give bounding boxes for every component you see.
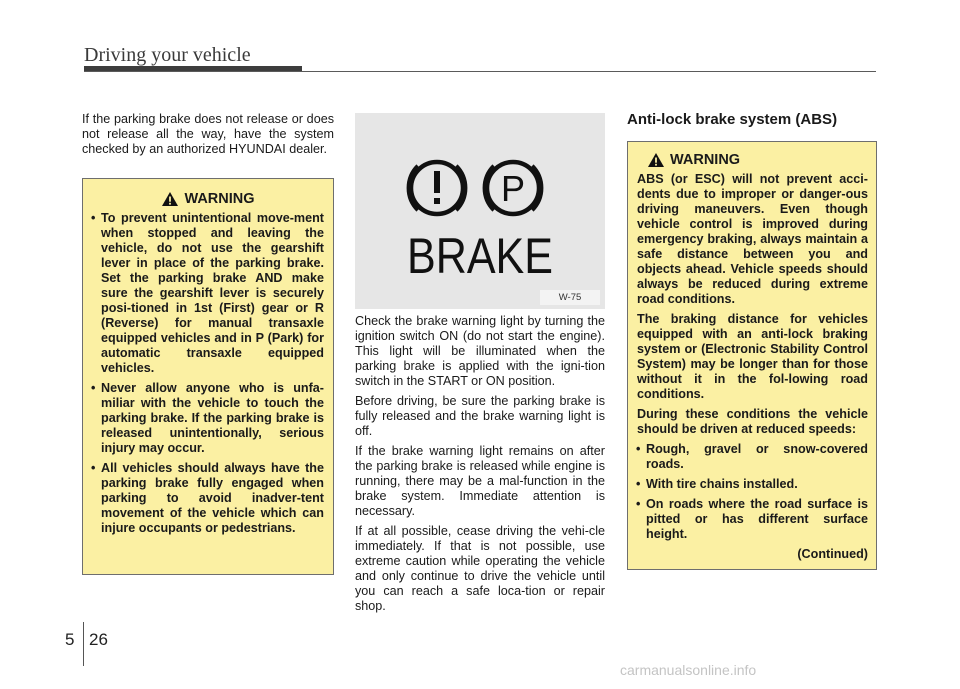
header-rule <box>84 71 876 72</box>
svg-text:P: P <box>500 168 526 209</box>
warning-item: • All vehicles should always have the parking brake fully engaged when parking to avoid inadver-tent movement of the vehicle which can injure occupants or pedestrians. <box>92 461 324 536</box>
warning-title: WARNING <box>184 191 255 207</box>
brake-lamp-illustration <box>355 113 605 309</box>
figure-label: W-75 <box>540 290 600 305</box>
warning-triangle-icon <box>161 191 179 207</box>
brake-warning-light-figure <box>355 113 605 309</box>
warning-list <box>637 442 868 542</box>
brake-light-text <box>355 314 605 619</box>
warning-heading <box>92 191 324 207</box>
page-number: 26 <box>89 630 108 649</box>
warning-heading <box>637 152 868 168</box>
warning-title: WARNING <box>670 152 741 168</box>
watermark: carmanualsonline.info <box>620 662 757 678</box>
page-header-title: Driving your vehicle <box>84 44 251 66</box>
body-paragraph: If the brake warning light remains on after the parking brake is released while engine is running, there may be a mal-function in the brake system. Immediate attention is necessary. <box>355 444 605 518</box>
parking-p-circle-icon <box>485 162 541 214</box>
body-paragraph: Before driving, be sure the parking brake is fully released and the brake warning light is off. <box>355 394 605 438</box>
warning-list <box>92 211 324 536</box>
warning-item: • To prevent unintentional move-ment when stopped and leaving the vehicle, do not use the gearshift lever in place of the parking brake. Set the parking brake AND make sure the gearshift lever is securely posi-tioned in 1st (First) gear or R (Reverse) for manual transaxle equipped vehicles and in P (Park) for automatic transaxle equipped vehicles. <box>92 211 324 376</box>
intro-paragraph: If the parking brake does not release or does not release all the way, have the system checked by an authorized HYUNDAI dealer. <box>82 112 334 156</box>
warning-paragraph: ABS (or ESC) will not prevent acci-dents due to improper or danger-ous driving maneuvers. Even though vehicle control is improved during emergency braking, always maintain a safe distance between you and objects ahead. Vehicle speeds should always be reduced during extreme road conditions. <box>637 172 868 306</box>
brake-lamp-text: BRAKE <box>407 228 553 284</box>
continued-label: (Continued) <box>797 547 868 561</box>
section-title: Anti-lock brake system (ABS) <box>627 111 838 128</box>
warning-paragraph: During these conditions the vehicle should be driven at reduced speeds: <box>637 407 868 436</box>
exclamation-circle-icon <box>409 162 465 214</box>
parking-brake-warning-box <box>82 178 334 575</box>
abs-warning-box <box>627 141 877 570</box>
body-paragraph: Check the brake warning light by turning the ignition switch ON (do not start the engine). This light will be illuminated when the parking brake is applied with the igni-tion switch in the START or ON position. <box>355 314 605 388</box>
warning-triangle-icon <box>647 152 665 168</box>
warning-paragraph: The braking distance for vehicles equipped with an anti-lock braking system or (Electronic Stability Control System) may be longer than for those without it in the fol-lowing road conditions. <box>637 312 868 401</box>
warning-item: • On roads where the road surface is pitted or has different surface height. <box>637 497 868 542</box>
warning-item: • Rough, gravel or snow-covered roads. <box>637 442 868 472</box>
warning-item: • Never allow anyone who is unfa-miliar with the vehicle to touch the parking brake. If the parking brake is released unintentionally, serious injury may occur. <box>92 381 324 456</box>
page-number-divider <box>83 622 84 666</box>
body-paragraph: If at all possible, cease driving the vehi-cle immediately. If that is not possible, use extreme caution while operating the vehicle and only continue to drive the vehicle until you can reach a safe loca-tion or repair shop. <box>355 524 605 613</box>
warning-item: • With tire chains installed. <box>637 477 868 492</box>
section-number: 5 <box>65 630 75 649</box>
intro-section <box>82 112 334 162</box>
